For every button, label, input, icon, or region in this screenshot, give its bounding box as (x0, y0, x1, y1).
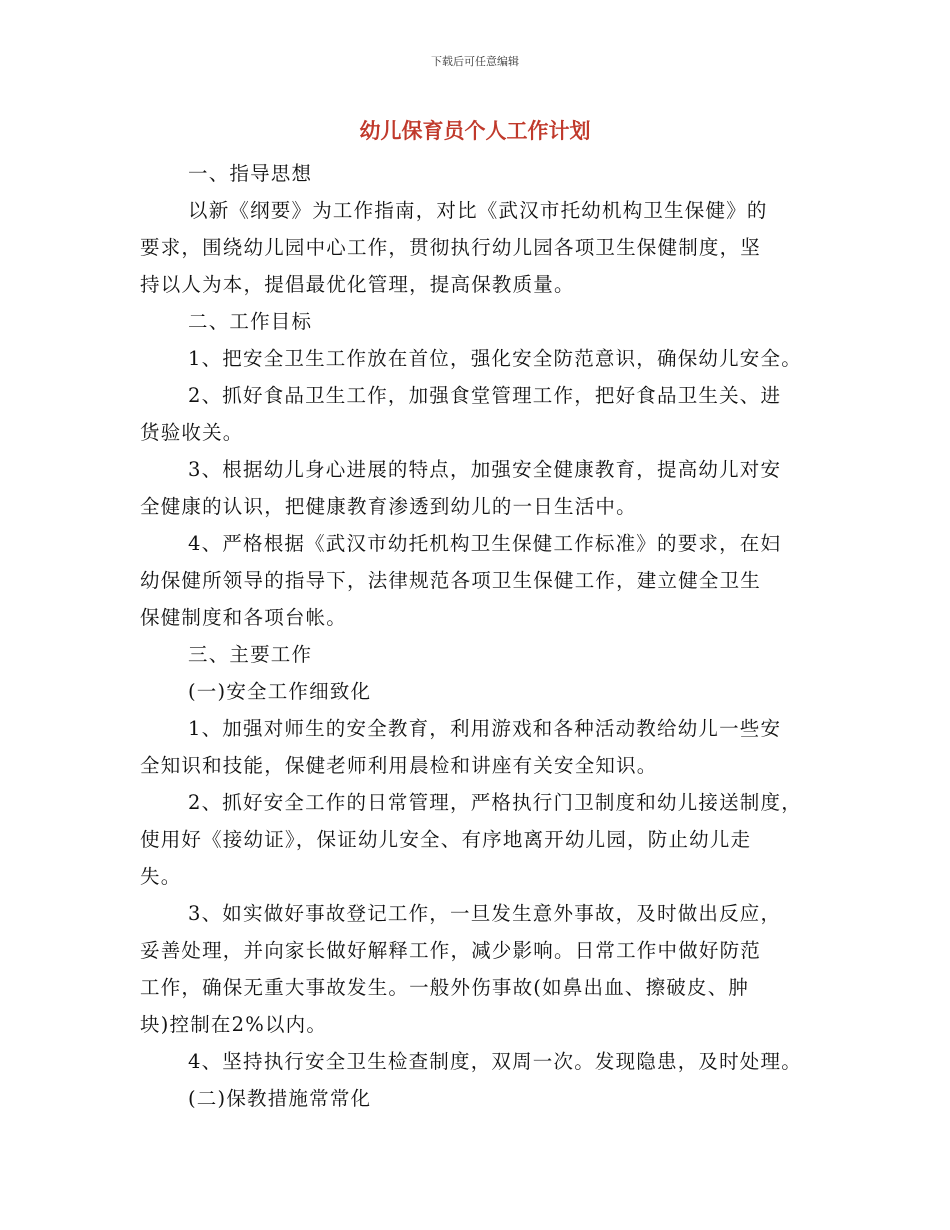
body-text-line: 妥善处理，并向家长做好解释工作，减少影响。日常工作中做好防范 (140, 939, 762, 962)
body-text-line: 4、坚持执行安全卫生检查制度，双周一次。发现隐患，及时处理。 (188, 1050, 802, 1073)
body-text-line: 使用好《接幼证》，保证幼儿安全、有序地离开幼儿园，防止幼儿走 (140, 828, 752, 851)
body-text-line: 一、指导思想 (188, 162, 313, 185)
header-note: 下载后可任意编辑 (431, 55, 519, 68)
body-text-line: 3、如实做好事故登记工作，一旦发生意外事故，及时做出反应， (188, 902, 782, 925)
body-text-line: 以新《纲要》为工作指南，对比《武汉市托幼机构卫生保健》的 (188, 199, 768, 222)
body-text-line: 幼保健所领导的指导下，法律规范各项卫生保健工作，建立健全卫生 (140, 569, 762, 592)
body-text-line: 持以人为本，提倡最优化管理，提高保教质量。 (140, 273, 575, 296)
body-text-line: 失。 (140, 865, 182, 888)
body-text-line: 全健康的认识，把健康教育渗透到幼儿的一日生活中。 (140, 495, 637, 518)
body-text-line: 货验收关。 (140, 421, 244, 444)
body-text-line: 1、加强对师生的安全教育，利用游戏和各种活动教给幼儿一些安 (188, 717, 782, 740)
body-text-line: 2、抓好安全工作的日常管理，严格执行门卫制度和幼儿接送制度， (188, 791, 802, 814)
body-text-line: 二、工作目标 (188, 310, 313, 333)
body-text-line: (一)安全工作细致化 (188, 680, 372, 703)
body-text-line: (二)保教措施常常化 (188, 1087, 372, 1110)
document-title: 幼儿保育员个人工作计划 (359, 119, 591, 143)
body-text-line: 三、主要工作 (188, 643, 313, 666)
body-text-line: 1、把安全卫生工作放在首位，强化安全防范意识，确保幼儿安全。 (188, 347, 802, 370)
body-text-line: 保健制度和各项台帐。 (140, 606, 348, 629)
body-text-line: 要求，围绕幼儿园中心工作，贯彻执行幼儿园各项卫生保健制度，坚 (140, 236, 762, 259)
body-text-line: 2、抓好食品卫生工作，加强食堂管理工作，把好食品卫生关、进 (188, 384, 782, 407)
body-text-line: 4、严格根据《武汉市幼托机构卫生保健工作标准》的要求，在妇 (188, 532, 782, 555)
body-text-line: 全知识和技能，保健老师利用晨检和讲座有关安全知识。 (140, 754, 658, 777)
body-text-line: 工作，确保无重大事故发生。一般外伤事故(如鼻出血、擦破皮、肿 (140, 976, 750, 999)
body-text-line: 3、根据幼儿身心进展的特点，加强安全健康教育，提高幼儿对安 (188, 458, 782, 481)
body-text-line: 块)控制在2%以内。 (140, 1013, 328, 1036)
